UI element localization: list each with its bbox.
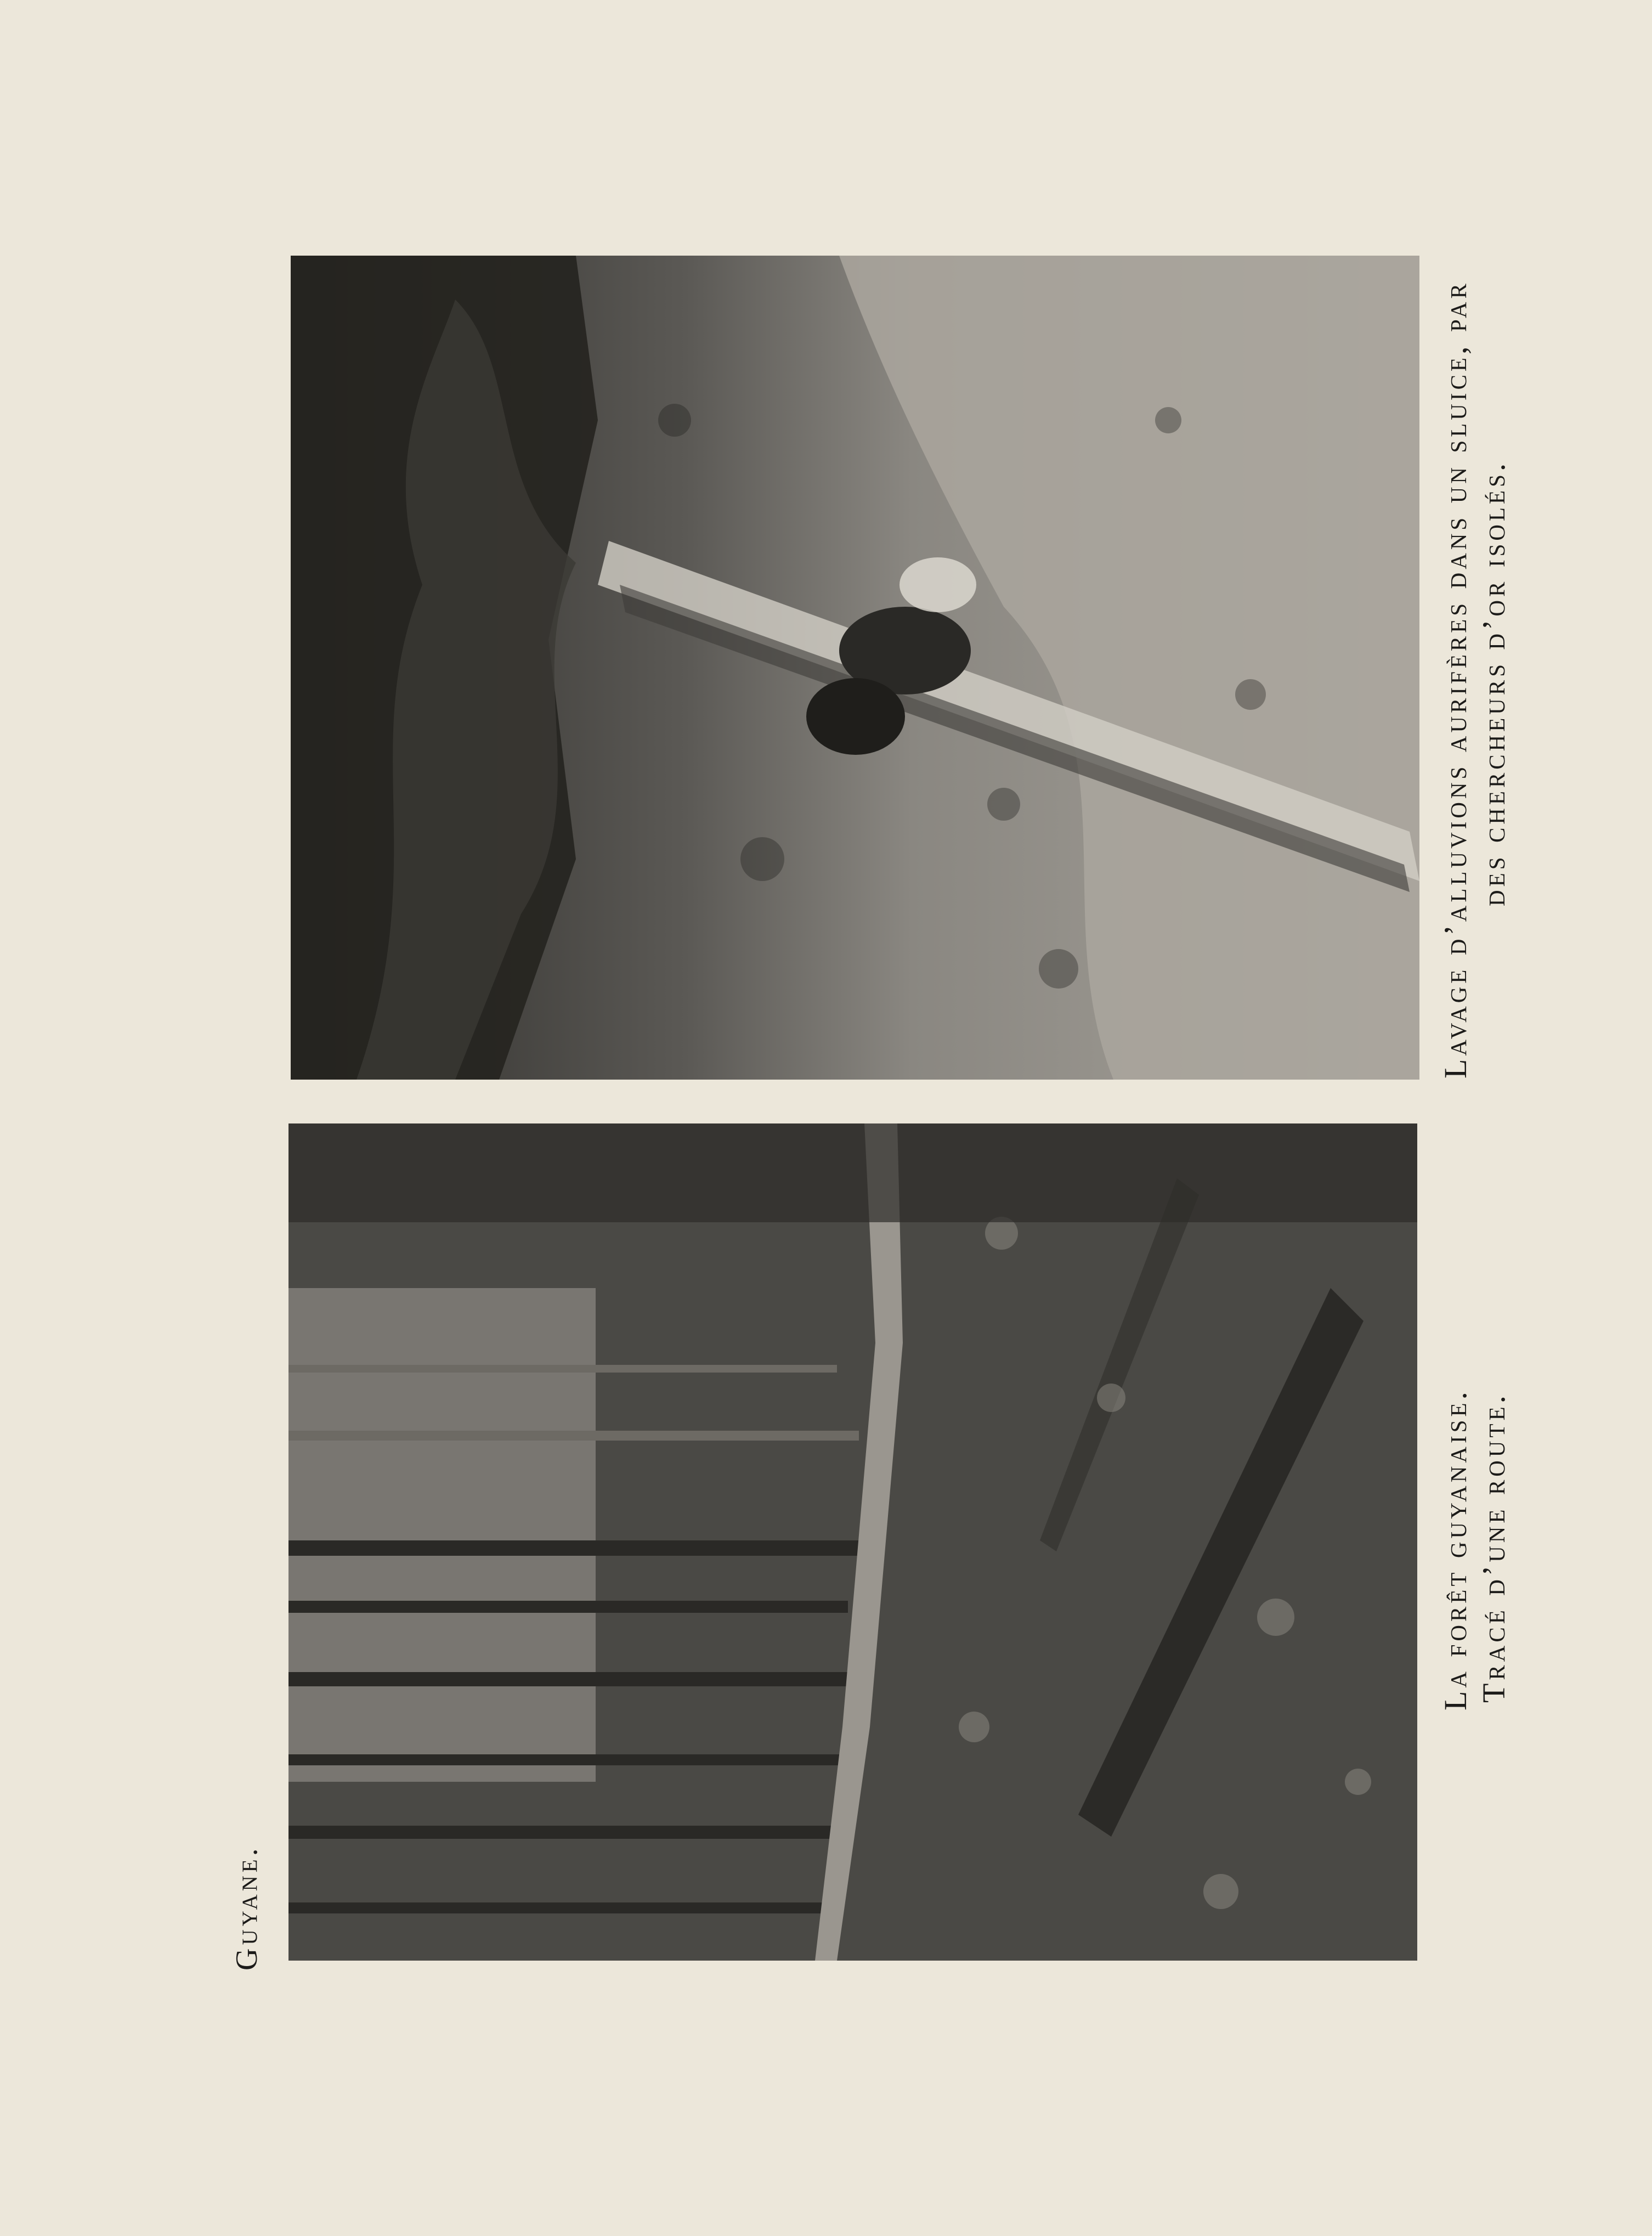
caption-forest-line2: Tracé d’une route. <box>1476 1392 1512 1703</box>
photo-gold-sluice <box>291 256 1419 1080</box>
caption-forest-line1: La forêt guyanaise. <box>1438 1388 1473 1710</box>
photo-gold-sluice-image <box>291 256 1419 1080</box>
photo-guiana-forest <box>288 1123 1417 1961</box>
caption-sluice-line2: des chercheurs d’or isolés. <box>1476 460 1512 906</box>
caption-sluice-line1: Lavage d’alluvions aurifères dans un sluice, par <box>1438 280 1473 1079</box>
photo-guiana-forest-image <box>288 1123 1417 1961</box>
running-head: Guyane. <box>230 1845 264 1970</box>
